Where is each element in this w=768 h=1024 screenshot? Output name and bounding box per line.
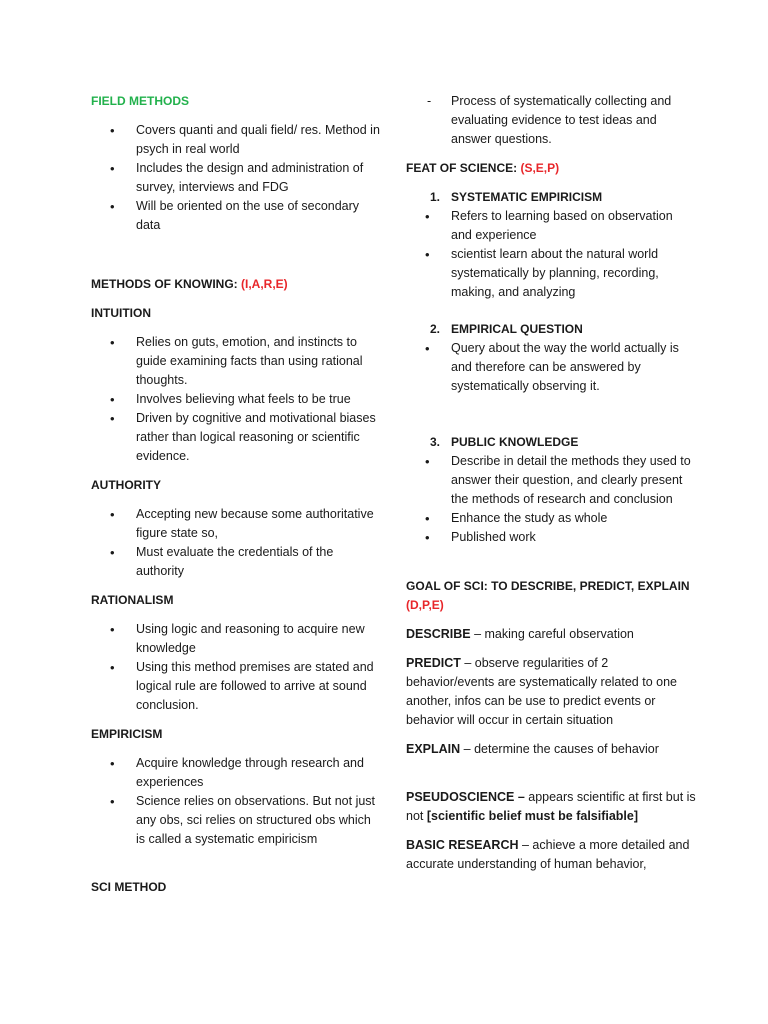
pseudoscience-term: PSEUDOSCIENCE – xyxy=(406,790,525,804)
basic-research-text: – achieve a more detailed and accurate understanding of human behavior, xyxy=(406,838,690,871)
list-item: • Using this method premises are stated and logical rule are followed to arrive at sound conclusion. xyxy=(91,658,381,715)
methods-of-knowing-heading xyxy=(91,275,381,294)
list-item: • Enhance the study as whole xyxy=(406,509,696,528)
list-item: • Involves believing what feels to be true xyxy=(91,390,381,409)
list-item: • Science relies on observations. But not just any obs, sci relies on structured obs which is called a systematic empiricism xyxy=(91,792,381,849)
empirical-question-heading xyxy=(406,320,696,339)
predict-definition xyxy=(406,654,696,730)
item-title: PUBLIC KNOWLEDGE xyxy=(451,435,579,449)
predict-term: PREDICT xyxy=(406,656,461,670)
list-item: • Driven by cognitive and motivational biases rather than logical reasoning or scientific evidence. xyxy=(91,409,381,466)
predict-text: – observe regularities of 2 behavior/events are systematically related to one another, infos can be use to predict events or behavior will occur in certain situation xyxy=(406,656,677,727)
methods-of-knowing-label: METHODS OF KNOWING: xyxy=(91,277,241,291)
list-item: • Accepting new because some authoritative figure state so, xyxy=(91,505,381,543)
list-item: • scientist learn about the natural world systematically by planning, recording, making, and analyzing xyxy=(406,245,696,302)
item-number: 2. xyxy=(430,322,441,336)
list-item: • Will be oriented on the use of secondary data xyxy=(91,197,381,235)
empiricism-list xyxy=(91,754,381,849)
field-methods-heading: FIELD METHODS xyxy=(91,94,189,108)
describe-term: DESCRIBE xyxy=(406,627,471,641)
list-item: • Relies on guts, emotion, and instincts to guide examining facts than using rational thoughts. xyxy=(91,333,381,390)
methods-of-knowing-tag: (I,A,R,E) xyxy=(241,277,288,291)
public-knowledge-list xyxy=(406,452,696,547)
list-item: • Refers to learning based on observation and experience xyxy=(406,207,696,245)
list-item: • Using logic and reasoning to acquire new knowledge xyxy=(91,620,381,658)
empiricism-heading: EMPIRICISM xyxy=(91,727,163,741)
right-column xyxy=(406,86,696,874)
list-item: • Covers quanti and quali field/ res. Method in psych in real world xyxy=(91,121,381,159)
list-item: • Describe in detail the methods they used to answer their question, and clearly present the methods of research and conclusion xyxy=(406,452,696,509)
pseudoscience-note: [scientific belief must be falsifiable] xyxy=(426,809,639,823)
empirical-question-list xyxy=(406,339,696,396)
basic-research-definition xyxy=(406,836,696,874)
explain-term: EXPLAIN xyxy=(406,742,461,756)
item-title: SYSTEMATIC EMPIRICISM xyxy=(451,190,603,204)
goal-of-sci-label: GOAL OF SCI: TO DESCRIBE, PREDICT, EXPLAIN xyxy=(406,579,690,593)
list-item: • Includes the design and administration of survey, interviews and FDG xyxy=(91,159,381,197)
systematic-empiricism-list xyxy=(406,207,696,302)
systematic-empiricism-heading xyxy=(406,188,696,207)
goal-of-sci-heading xyxy=(406,577,696,615)
feat-of-science-label: FEAT OF SCIENCE: xyxy=(406,161,521,175)
intuition-list xyxy=(91,333,381,466)
rationalism-heading: RATIONALISM xyxy=(91,593,174,607)
authority-heading: AUTHORITY xyxy=(91,478,161,492)
list-item: • Published work xyxy=(406,528,696,547)
item-number: 3. xyxy=(430,435,441,449)
field-methods-list xyxy=(91,121,381,235)
sci-method-heading: SCI METHOD xyxy=(91,880,167,894)
describe-text: – making careful observation xyxy=(470,627,634,641)
pseudoscience-text: appears scientific at first but is not xyxy=(406,790,696,823)
item-number: 1. xyxy=(430,190,441,204)
authority-list xyxy=(91,505,381,581)
public-knowledge-heading xyxy=(406,433,696,452)
rationalism-list xyxy=(91,620,381,715)
list-item: • Query about the way the world actually is and therefore can be answered by systematically observing it. xyxy=(406,339,696,396)
list-item: • Must evaluate the credentials of the authority xyxy=(91,543,381,581)
sci-method-definition xyxy=(406,92,696,149)
basic-research-term: BASIC RESEARCH xyxy=(406,838,519,852)
goal-of-sci-tag: (D,P,E) xyxy=(406,598,444,612)
pseudoscience-definition xyxy=(406,788,696,826)
feat-of-science-tag: (S,E,P) xyxy=(520,161,560,175)
list-item: • Acquire knowledge through research and experiences xyxy=(91,754,381,792)
left-column xyxy=(91,86,381,897)
explain-definition xyxy=(406,740,696,759)
item-title: EMPIRICAL QUESTION xyxy=(451,322,583,336)
feat-of-science-heading xyxy=(406,159,696,178)
list-item: - Process of systematically collecting and evaluating evidence to test ideas and answer questions. xyxy=(406,92,696,149)
explain-text: – determine the causes of behavior xyxy=(460,742,659,756)
describe-definition xyxy=(406,625,696,644)
intuition-heading: INTUITION xyxy=(91,306,151,320)
